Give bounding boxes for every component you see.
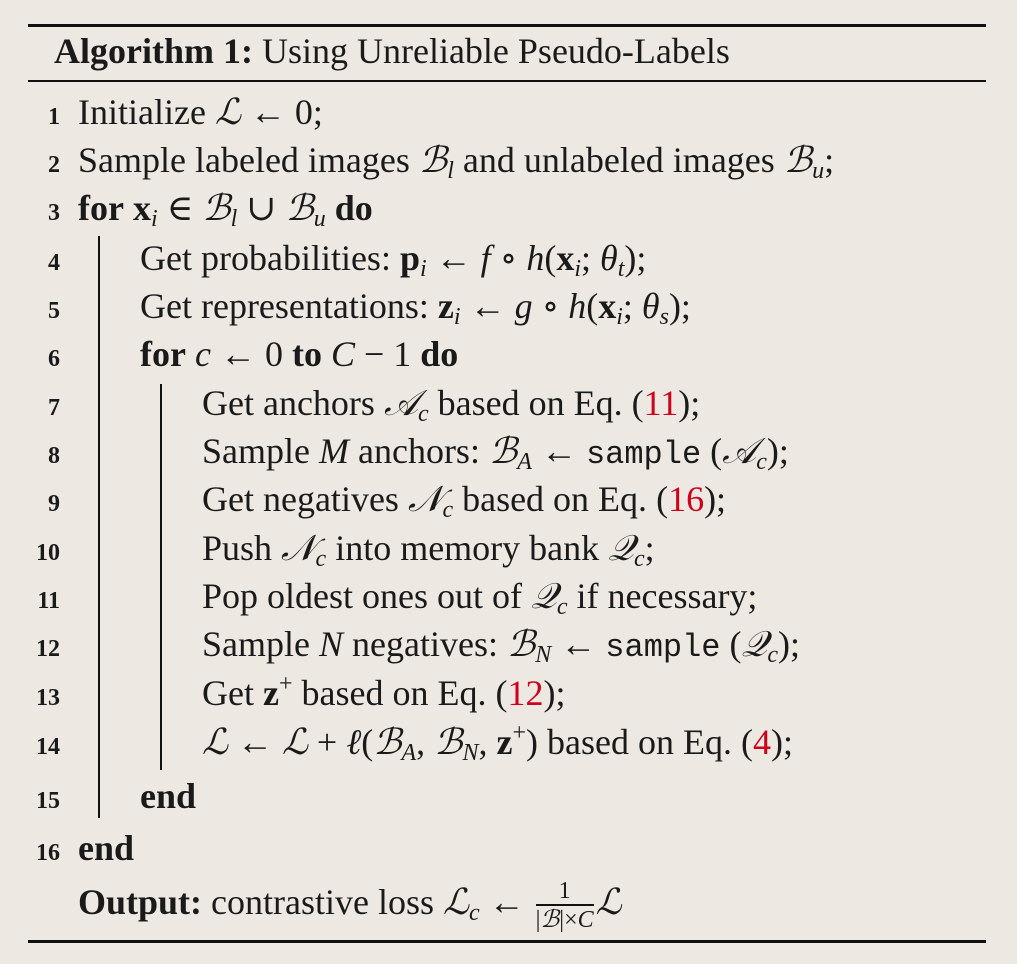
algorithm-line-1: [0, 90, 1017, 138]
line-number: 1: [48, 104, 60, 130]
line-number: 14: [36, 734, 60, 760]
line-content: for c ← 0 to C − 1 do: [140, 334, 459, 374]
line-number: 5: [48, 298, 60, 324]
algorithm-line-11: [0, 574, 1017, 622]
algorithm-line-7: [0, 381, 1017, 429]
algorithm-title: [54, 31, 730, 71]
line-content: end: [140, 776, 197, 816]
line-number: 11: [37, 588, 60, 614]
algorithm-line-6: [0, 332, 1017, 380]
line-content: Pop oldest ones out of 𝒬$_c$ if necessary;: [202, 576, 758, 620]
equation-reference-link[interactable]: 11: [643, 383, 679, 423]
algorithm-output-line: [0, 876, 1017, 936]
line-content: end: [78, 828, 135, 868]
line-number: 10: [36, 540, 60, 566]
line-content: Push 𝒩$_c$ into memory bank 𝒬$_c$;: [202, 528, 655, 572]
fraction: $\frac{1}{\text{|ℬ|×C}}$: [535, 878, 594, 933]
line-number: 16: [36, 840, 60, 866]
line-number: 8: [48, 443, 60, 469]
title-rule: [28, 80, 986, 82]
line-content: Sample M anchors: ℬ$_A$ ← sample (𝒜$_c$);: [202, 431, 789, 475]
algorithm-line-15: [0, 774, 1017, 822]
line-number: 3: [48, 200, 60, 226]
algorithm-line-3: [0, 186, 1017, 234]
equation-reference-link[interactable]: 12: [507, 673, 544, 713]
line-number: 15: [36, 788, 60, 814]
line-content: Get negatives 𝒩$_c$ based on Eq. (16);: [202, 479, 727, 523]
line-content: Get anchors 𝒜$_c$ based on Eq. (11);: [202, 383, 701, 427]
algorithm-line-4: [0, 236, 1017, 284]
line-content: ℒ ← ℒ + ℓ(ℬ$_A$, ℬ$_N$, z+) based on Eq. (4);: [202, 720, 793, 766]
algorithm-line-14: [0, 720, 1017, 768]
algorithm-line-10: [0, 526, 1017, 574]
line-content: Get z+ based on Eq. (12);: [202, 671, 566, 713]
line-number: 4: [48, 250, 60, 276]
line-content: Sample labeled images ℬ$_l$ and unlabeled images ℬ$_u$;: [78, 140, 835, 184]
algorithm-line-13: [0, 671, 1017, 719]
algorithm-line-9: [0, 477, 1017, 525]
line-number: 9: [48, 491, 60, 517]
bottom-rule: [28, 940, 986, 943]
line-content: Get representations: $z_i$ ← g ∘ $h(x_i$; $\theta_s$);: [140, 286, 691, 330]
line-content: Output: contrastive loss ℒ$_c$ ← $\frac{1}{\text{|ℬ|×C}}$ ℒ: [78, 878, 622, 933]
line-content: Sample N negatives: ℬ$_N$ ← sample (𝒬$_c$);: [202, 624, 801, 668]
algorithm-line-16: [0, 826, 1017, 874]
algorithm-name: Using Unreliable Pseudo-Labels: [261, 31, 730, 71]
algorithm-line-8: [0, 429, 1017, 477]
line-number: 13: [36, 685, 60, 711]
line-number: 7: [48, 395, 60, 421]
equation-reference-link[interactable]: 4: [753, 722, 771, 762]
top-rule: [28, 24, 986, 27]
algorithm-line-5: [0, 284, 1017, 332]
algorithm-line-2: [0, 138, 1017, 186]
line-content: Get probabilities: $p_i$ ← f ∘ $h(x_i$; $\theta_t$);: [140, 238, 647, 282]
line-content: Initialize ℒ ← 0;: [78, 92, 323, 133]
line-number: 6: [48, 346, 60, 372]
equation-reference-link[interactable]: 16: [668, 479, 705, 519]
line-content: for $x_i$ ∈ ℬ$_l$ ∪ ℬ$_u$ do: [78, 188, 373, 232]
algorithm-line-12: [0, 622, 1017, 670]
line-number: 12: [36, 636, 60, 662]
algorithm-label: Algorithm 1:: [54, 31, 253, 71]
line-number: 2: [48, 152, 60, 178]
